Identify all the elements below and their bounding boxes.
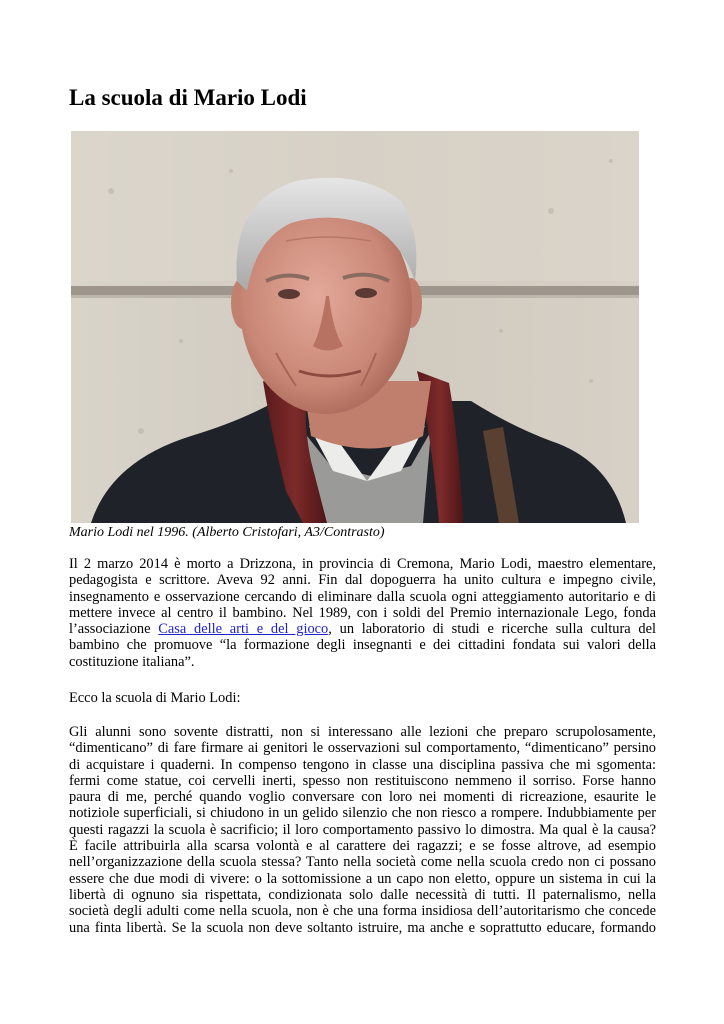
text-line: costituzione italiana”. [69, 653, 195, 670]
text-line: Il 2 marzo 2014 è morto a Drizzona, in provincia di Cremona, Mario Lodi, maestro elementare, [69, 556, 656, 572]
text-line: bambino che promuove “la formazione degli insegnanti e dei cittadini fondata sui valori della [69, 637, 656, 654]
text-line: Ecco la scuola di Mario Lodi: [69, 690, 241, 706]
intro-paragraph [69, 556, 656, 670]
text-line: società degli adulti come nella scuola, non è che una forma insidiosa dell’autoritarismo che concede [69, 903, 656, 920]
text-fragment: , un laboratorio di studi e ricerche sulla cultura del [328, 621, 656, 638]
text-line: questi ragazzi la scuola è sacrificio; il loro comportamento passivo lo dimostra. Ma qual è la causa? [69, 821, 656, 838]
text-line: notiziole superficiali, si chiudono in un gelido silenzio che non riesco a rompere. Indubbiamente per [69, 805, 656, 822]
text-line: essere che due modi di vivere: o la sottomissione a un capo non eletto, oppure un sistema in cui la [69, 870, 656, 887]
intro-line-paragraph [69, 690, 656, 706]
text-line: “dimenticano” di fare firmare ai genitori le osservazioni sul comportamento, “dimenticano” persino [69, 740, 656, 757]
text-line: insegnamento e osservazione cercando di eliminare dalla scuola ogni atteggiamento autoritario e di [69, 588, 656, 605]
text-line: paura di me, perché quando voglio conversare con loro nei momenti di ricreazione, esaurite le [69, 789, 656, 806]
text-fragment: l’associazione [69, 621, 159, 638]
text-line: nell’organizzazione della scuola stessa? Tanto nella società come nella scuola credo non ci possano [69, 854, 656, 871]
portrait-illustration [71, 131, 639, 523]
text-line: fermi come statue, coi cervelli inerti, spesso non restituiscono nemmeno il sorriso. Forse hanno [69, 772, 656, 789]
quote-paragraph [69, 724, 656, 936]
page-title: La scuola di Mario Lodi [69, 85, 307, 110]
text-line: libertà di ognuno sia rispettata, condizionata solo dalle necessità di tutti. Il paternalismo, nella [69, 886, 656, 903]
text-line: una finta libertà. Se la scuola non deve soltanto istruire, ma anche e soprattutto educare, formando [69, 919, 656, 936]
text-line: di acquistare i quaderni. In compenso tengono in classe una disciplina passiva che mi sgomenta: [69, 756, 656, 773]
text-line: Gli alunni sono sovente distratti, non si interessano alle lezioni che preparo scrupolosamente, [69, 724, 656, 740]
text-line [69, 621, 656, 637]
text-line: pedagogista e scrittore. Aveva 92 anni. Fin dal dopoguerra ha unito cultura e impegno civile, [69, 572, 656, 589]
text-line: mettere invece al centro il bambino. Nel 1989, con i soldi del Premio internazionale Lego, fonda [69, 604, 656, 621]
portrait-photo [71, 131, 639, 523]
photo-caption: Mario Lodi nel 1996. (Alberto Cristofari, A3/Contrasto) [69, 525, 385, 540]
casa-arti-gioco-link[interactable]: Casa delle arti e del gioco [158, 621, 329, 638]
text-line: È facile attribuirla alla scarsa volontà e al carattere dei ragazzi; e se fosse altrove, ad esempio [69, 838, 656, 855]
